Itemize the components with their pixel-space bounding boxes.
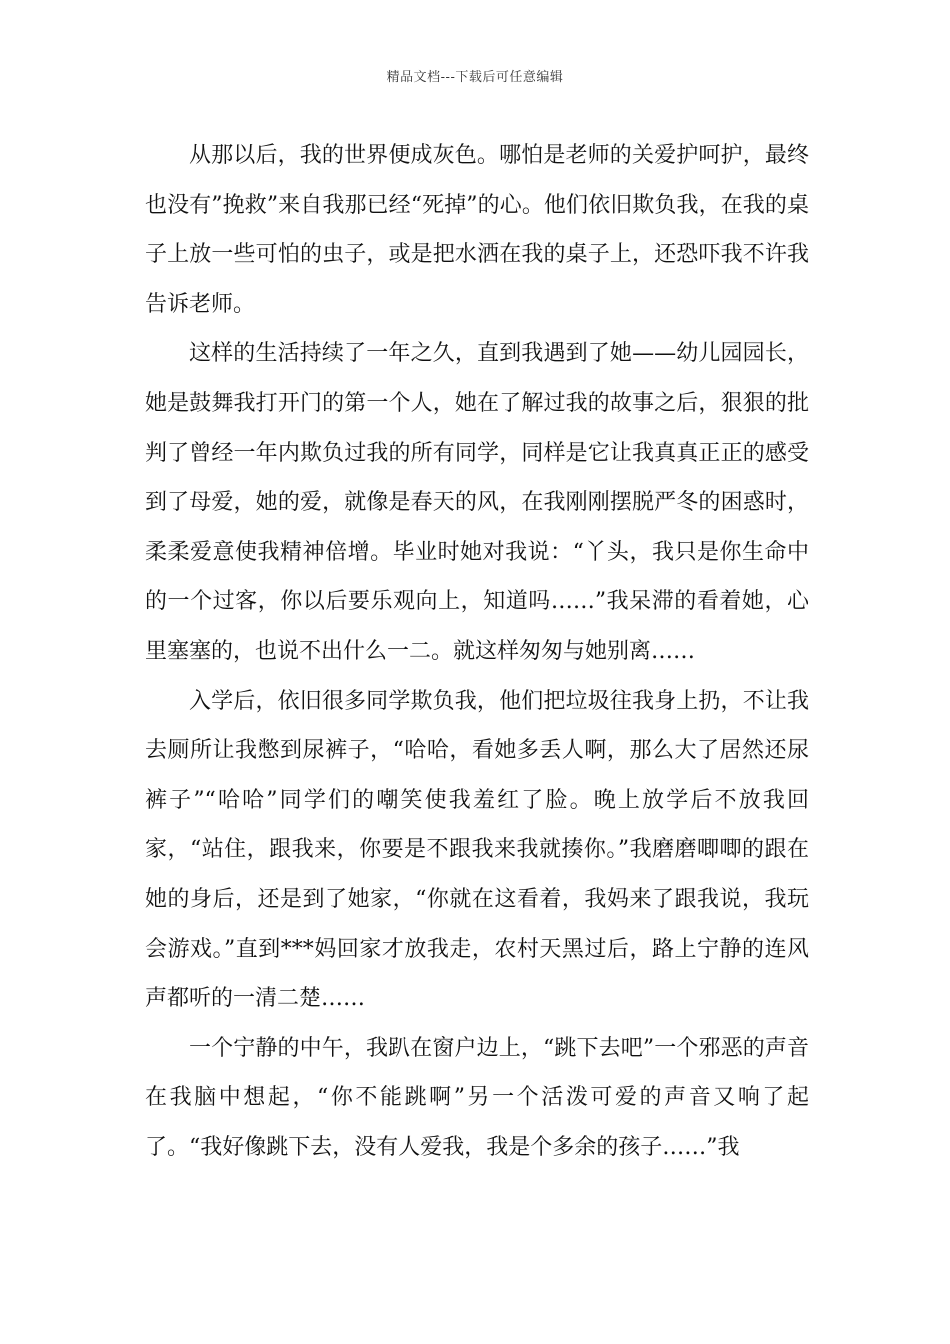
paragraph-2: 这样的生活持续了一年之久，直到我遇到了她——幼儿园园长，她是鼓舞我打开门的第一个人，她在了解过我的故事之后，狠狠的批判了曾经一年内欺负过我的所有同学，同样是它让我真真正正的感受到了母爱，她的爱，就像是春天的风，在我刚刚摆脱严冬的困惑时，柔柔爱意使我精神倍增。毕业时她对我说：“丫头，我只是你生命中的一个过客，你以后要乐观向上，知道吗……”我呆滞的看着她，心里塞塞的，也说不出什么一二。就这样匆匆与她别离…… [145, 341, 809, 664]
paragraph-3: 入学后，依旧很多同学欺负我，他们把垃圾往我身上扔，不让我去厕所让我憋到尿裤子，“哈哈，看她多丢人啊，那么大了居然还尿裤子”“哈哈”同学们的嘲笑使我羞红了脸。晚上放学后不放我回家，“站住，跟我来，你要是不跟我来我就揍你。”我磨磨唧唧的跟在她的身后，还是到了她家，“你就在这看着，我妈来了跟我说，我玩会游戏。”直到***妈回家才放我走，农村天黑过后，路上宁静的连风声都听的一清二楚…… [145, 688, 809, 1012]
page-header: 精品文档---下载后可任意编辑 [386, 70, 564, 85]
paragraph-4: 一个宁静的中午，我趴在窗户边上，“跳下去吧”一个邪恶的声音在我脑中想起，“你不能跳啊”另一个活泼可爱的声音又响了起了。“我好像跳下去，没有人爱我，我是个多余的孩子……”我 [145, 1035, 809, 1160]
document-body [145, 131, 809, 1172]
paragraph-1: 从那以后，我的世界便成灰色。哪怕是老师的关爱护呵护，最终也没有”挽救”来自我那已经“死掉”的心。他们依旧欺负我，在我的桌子上放一些可怕的虫子，或是把水洒在我的桌子上，还恐吓我不许我告诉老师。 [145, 143, 809, 317]
